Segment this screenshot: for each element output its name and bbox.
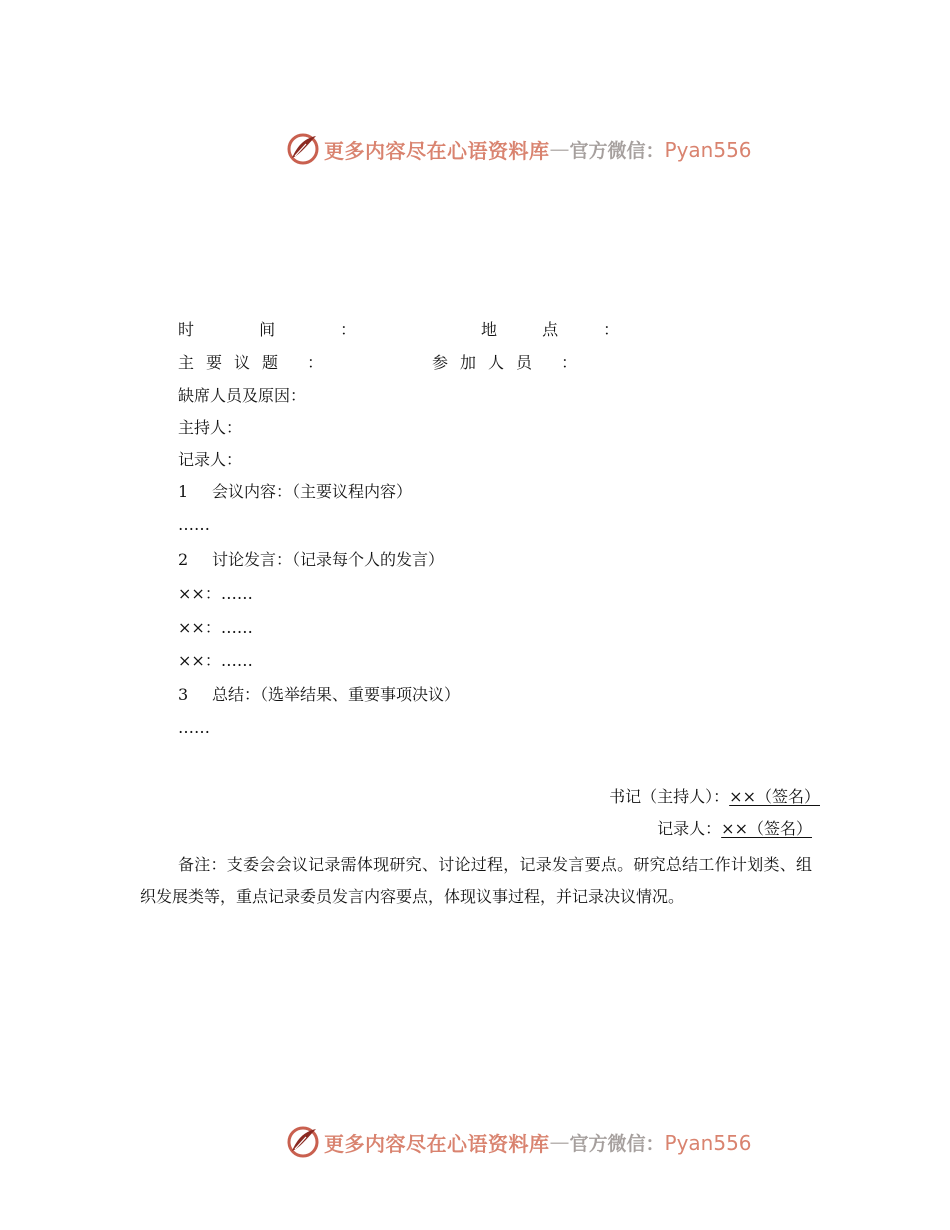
section-3-title <box>178 685 460 705</box>
speech-line: ××：…… <box>178 584 253 603</box>
recorder-label: 记录人： <box>178 450 243 469</box>
topic-label: 主要议题 ： <box>178 353 336 372</box>
watermark-label <box>570 1129 752 1156</box>
secretary-signature-value: ××（签名） <box>729 787 820 806</box>
section-title-text: 总结：（选举结果、重要事项决议） <box>212 685 461 704</box>
section-2-title <box>178 550 444 570</box>
watermark-dash: — <box>549 1130 570 1154</box>
section-number: 1 <box>178 482 189 501</box>
watermark-label <box>570 136 752 163</box>
time-label: 时 间 ： <box>178 320 387 339</box>
speech-line: ××：…… <box>178 651 253 670</box>
quill-pen-logo-icon <box>286 132 320 166</box>
section-title-text: 讨论发言：（记录每个人的发言） <box>212 550 445 569</box>
section-number: 3 <box>178 685 189 704</box>
watermark-bottom <box>286 1122 766 1162</box>
secretary-label: 书记（主持人）： <box>609 787 730 806</box>
section-number: 2 <box>178 550 189 569</box>
absent-label: 缺席人员及原因： <box>178 386 307 405</box>
remark-paragraph: 备注：支委会会议记录需体现研究、讨论过程，记录发言要点。研究总结工作计划类、组织发展类等，重点记录委员发言内容要点，体现议事过程，并记录决议情况。 <box>140 855 812 906</box>
place-label: 地 点 ： <box>481 320 640 339</box>
section-title-text: 会议内容：（主要议程内容） <box>212 482 413 501</box>
recorder-signature <box>657 819 812 839</box>
watermark-cn-text: 更多内容尽在心语资料库 <box>324 138 550 163</box>
recorder-signature-value: ××（签名） <box>721 819 812 838</box>
watermark-top <box>286 129 766 169</box>
recorder-signature-label: 记录人： <box>657 819 722 838</box>
watermark-wechat-id: Pyan556 <box>664 1130 752 1155</box>
attendees-label: 参加人员 ： <box>432 353 590 372</box>
watermark-dash: — <box>549 137 570 161</box>
watermark-cn-text: 更多内容尽在心语资料库 <box>324 1131 550 1156</box>
secretary-signature <box>609 787 820 807</box>
section-3-line: …… <box>178 718 210 737</box>
watermark-label-text: 官方微信： <box>569 139 665 162</box>
host-label: 主持人： <box>178 418 243 437</box>
quill-pen-logo-icon <box>286 1125 320 1159</box>
speech-line: ××：…… <box>178 618 253 637</box>
section-1-line: …… <box>178 515 210 534</box>
watermark-wechat-id: Pyan556 <box>664 137 752 162</box>
section-1-title <box>178 482 412 502</box>
watermark-label-text: 官方微信： <box>569 1132 665 1155</box>
